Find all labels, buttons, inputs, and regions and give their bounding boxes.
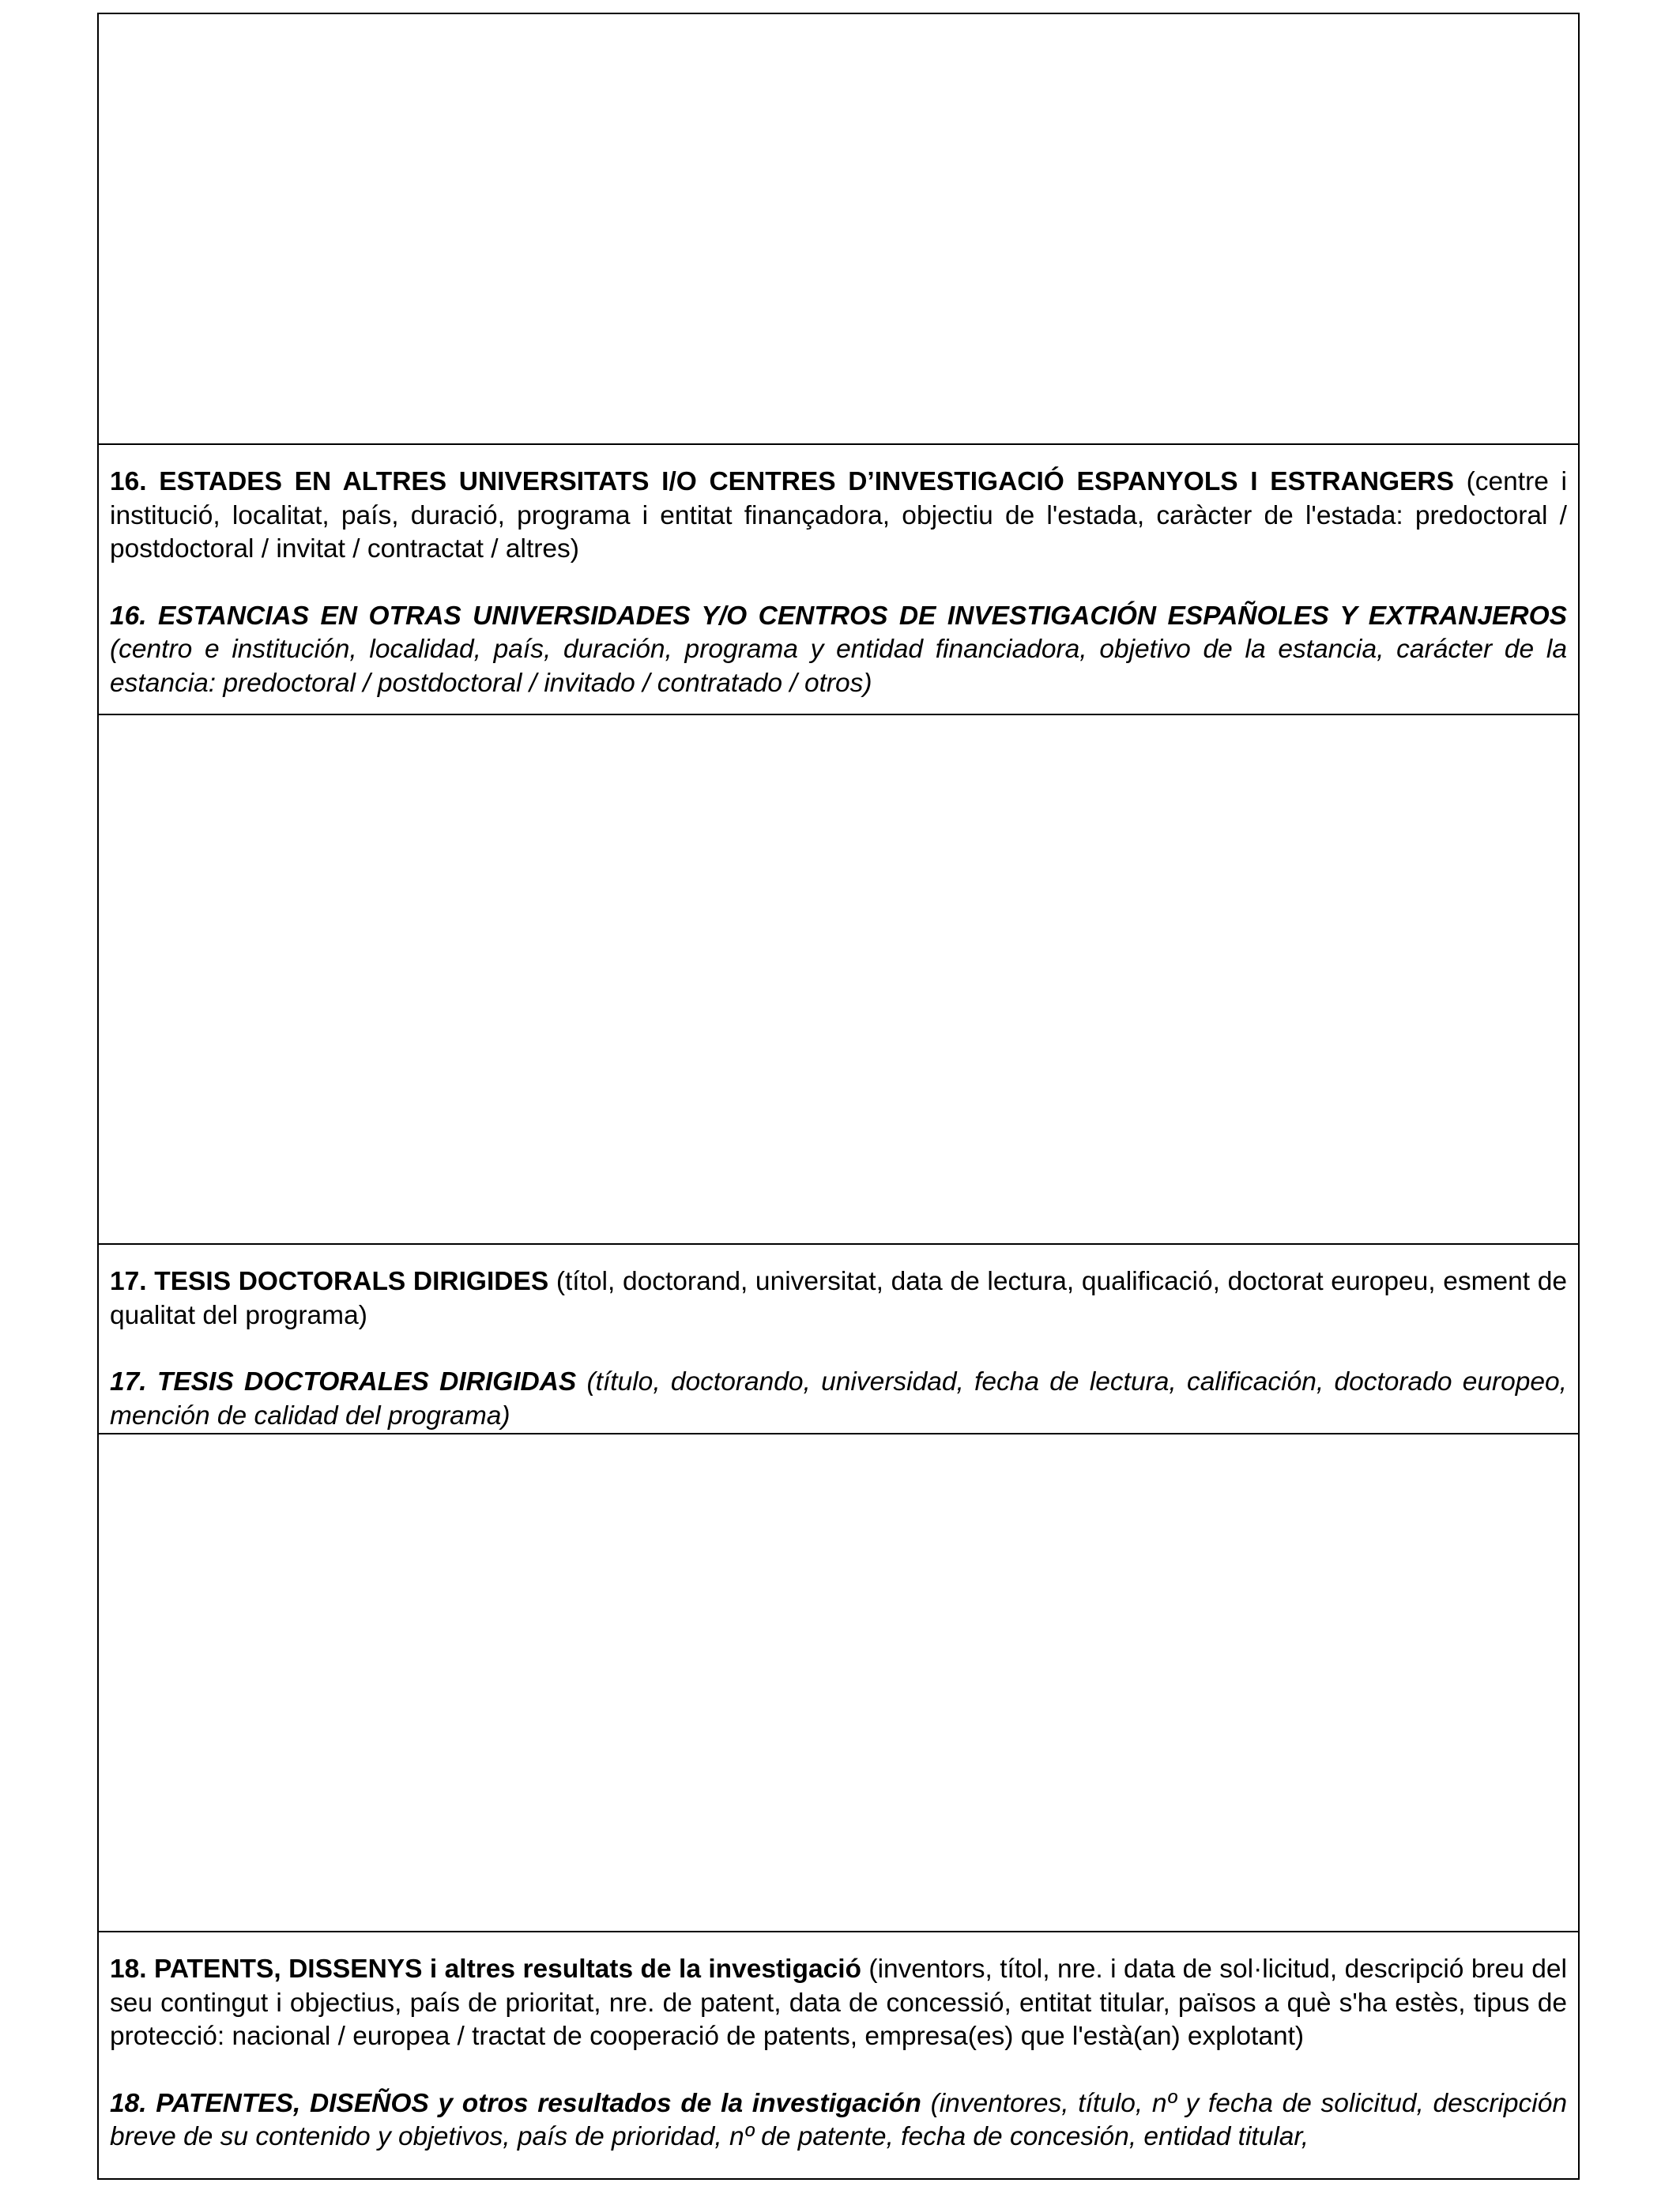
- section-17-catalan: [110, 1265, 1567, 1333]
- section-18-desc-ca: (inventors, títol, nre. i data de sol·licitud, descripció breu del seu contingut i objectius, país de prioritat, nre. de patent, data de concessió, entitat titular, països a què s'ha estès, tipus de protecció: nacional / europea / tractat de cooperació de patents, empresa(es) que l'està(an) explotant): [110, 1955, 1567, 2051]
- section-16-title-es: 16. ESTANCIAS EN OTRAS UNIVERSIDADES Y/O CENTROS DE INVESTIGACIÓN ESPAÑOLES Y EXTRANJEROS: [110, 601, 1567, 631]
- section-16-spanish: [110, 600, 1567, 701]
- answer-area-section-17[interactable]: [99, 1433, 1578, 1931]
- section-18-title-es: 18. PATENTES, DISEÑOS y otros resultados de la investigación: [110, 2088, 921, 2118]
- section-16-header: [99, 443, 1578, 714]
- section-18-catalan: [110, 1953, 1567, 2054]
- section-17-title-es: 17. TESIS DOCTORALES DIRIGIDAS: [110, 1367, 577, 1397]
- section-17-spanish: [110, 1366, 1567, 1433]
- section-17-desc-es: (título, doctorando, universidad, fecha de lectura, calificación, doctorado europeo, mención de calidad del programa): [110, 1367, 1567, 1431]
- section-16-catalan: [110, 466, 1567, 567]
- section-18-header: [99, 1931, 1578, 2181]
- section-16-title-ca: 16. ESTADES EN ALTRES UNIVERSITATS I/O CENTRES D’INVESTIGACIÓ ESPANYOLS I ESTRANGERS: [110, 467, 1454, 496]
- section-17-title-ca: 17. TESIS DOCTORALS DIRIGIDES: [110, 1267, 549, 1296]
- section-18-desc-es: (inventores, título, nº y fecha de solicitud, descripción breve de su contenido y objetivos, país de prioridad, nº de patente, fecha de concesión, entidad titular,: [110, 2088, 1567, 2151]
- section-17-header: [99, 1243, 1578, 1433]
- section-18-title-ca: 18. PATENTS, DISSENYS i altres resultats de la investigació: [110, 1955, 861, 1984]
- section-16-desc-es: (centro e institución, localidad, país, duración, programa y entidad financiadora, objetivo de la estancia, carácter de la estancia: predoctoral / postdoctoral / invitado / contratado / otros): [110, 635, 1567, 698]
- section-18-spanish: [110, 2087, 1567, 2154]
- section-16-desc-ca: (centre i institució, localitat, país, duració, programa i entitat finançadora, objectiu de l'estada, caràcter de l'estada: predoctoral / postdoctoral / invitat / contractat / altres): [110, 467, 1567, 564]
- section-17-desc-ca: (títol, doctorand, universitat, data de lectura, qualificació, doctorat europeu, esment de qualitat del programa): [110, 1267, 1568, 1330]
- answer-area-section-15[interactable]: [99, 14, 1578, 443]
- answer-area-section-16[interactable]: [99, 714, 1578, 1243]
- cv-form-table: [97, 13, 1580, 2180]
